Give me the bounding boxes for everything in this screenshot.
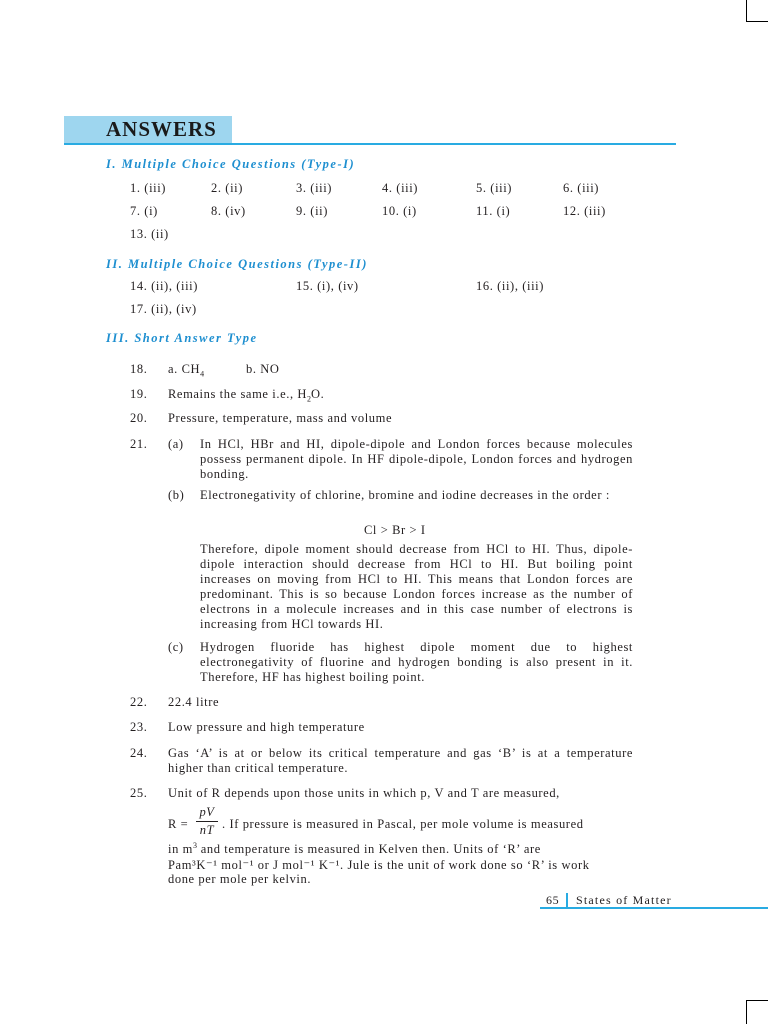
question-number: 22. [130,695,148,709]
answer-25-line1: Unit of R depends upon those units in which p, V and T are measured, [168,786,560,800]
equation-r: R = [168,817,189,831]
fraction-pv-nt [196,805,218,838]
crop-mark-top-right-h [746,21,768,22]
fraction-numerator: pV [199,805,215,819]
question-number: 21. [130,437,148,451]
order-expression: Cl > Br > I [364,523,426,537]
answer-19: Remains the same i.e., $H_2O$. [168,387,325,404]
question-number: 20. [130,411,148,425]
sub-label-b: (b) [168,488,185,502]
answer-18b: b. NO [246,362,280,376]
footer-rule [540,907,768,909]
answer-item: 1. (iii) [130,181,167,195]
page-number: 65 [546,893,560,907]
answer-25-line3: in $m^3$ and temperature is measured in Kelven then. Units of ‘R’ are [168,841,541,857]
answer-21c: Hydrogen fluoride has highest dipole moment due to highest electronegativity of fluorine and hydrogen bonding is also present in it. Therefore, HF has highest boiling point. [200,640,633,684]
answer-item: 12. (iii) [563,204,606,218]
section-title-short: III. Short Answer Type [106,331,258,345]
question-number: 18. [130,362,148,376]
footer-separator [566,893,568,907]
answer-21b: Electronegativity of chlorine, bromine and iodine decreases in the order : [200,488,610,502]
question-number: 23. [130,720,148,734]
answer-item: 10. (i) [382,204,417,218]
answer-22: 22.4 litre [168,695,220,709]
answer-item: 6. (iii) [563,181,600,195]
answer-item: 15. (i), (iv) [296,279,359,293]
answer-item: 7. (i) [130,204,158,218]
answer-item: 5. (iii) [476,181,513,195]
answer-item: 9. (ii) [296,204,328,218]
answer-item: 3. (iii) [296,181,333,195]
answer-item: 14. (ii), (iii) [130,279,199,293]
fraction-bar [196,821,218,822]
answer-23: Low pressure and high temperature [168,720,365,734]
answer-24: Gas ‘A’ is at or below its critical temperature and gas ‘B’ is at a temperature higher than critical temperature. [168,746,633,775]
running-footer-title: States of Matter [576,893,672,907]
answer-20: Pressure, temperature, mass and volume [168,411,393,425]
crop-mark-top-right-v [746,0,747,22]
answer-21a: In HCl, HBr and HI, dipole-dipole and London forces because molecules possess permanent dipole. In HF dipole-dipole, London forces and hydrogen bonding. [200,437,633,481]
answer-21b-continued: Therefore, dipole moment should decrease from HCl to HI. Thus, dipole-dipole interaction should decrease from HCl to HI. But boiling point increases on moving from HCl to HI. This means that London forces are predominant. This is so because London forces increase as the number of electrons in a molecule increases and in this case number of electrons is increasing from HCl towards HI. [200,542,633,631]
crop-mark-bottom-right-v [746,1000,747,1024]
answer-item: 13. (ii) [130,227,169,241]
answer-25-line5: done per mole per kelvin. [168,872,312,886]
question-number: 25. [130,786,148,800]
answer-item: 16. (ii), (iii) [476,279,545,293]
sub-label-c: (c) [168,640,184,654]
section-title-mcq1: I. Multiple Choice Questions (Type-I) [106,157,356,171]
answer-item: 4. (iii) [382,181,419,195]
question-number: 19. [130,387,148,401]
answer-18a: a. $CH_4$ [168,362,205,379]
fraction-denominator: nT [199,823,215,837]
answer-item: 17. (ii), (iv) [130,302,197,316]
answer-item: 11. (i) [476,204,511,218]
heading-rule [64,143,676,145]
section-title-mcq2: II. Multiple Choice Questions (Type-II) [106,257,368,271]
answer-item: 8. (iv) [211,204,246,218]
sub-label-a: (a) [168,437,184,451]
answer-item: 2. (ii) [211,181,243,195]
answer-25-line2: . If pressure is measured in Pascal, per mole volume is measured [222,817,584,831]
page-title: ANSWERS [106,117,217,141]
answer-25-line4: Pam³K⁻¹ mol⁻¹ or J mol⁻¹ K⁻¹. Jule is the unit of work done so ‘R’ is work [168,858,590,872]
crop-mark-bottom-right-h [746,1000,768,1001]
question-number: 24. [130,746,148,760]
